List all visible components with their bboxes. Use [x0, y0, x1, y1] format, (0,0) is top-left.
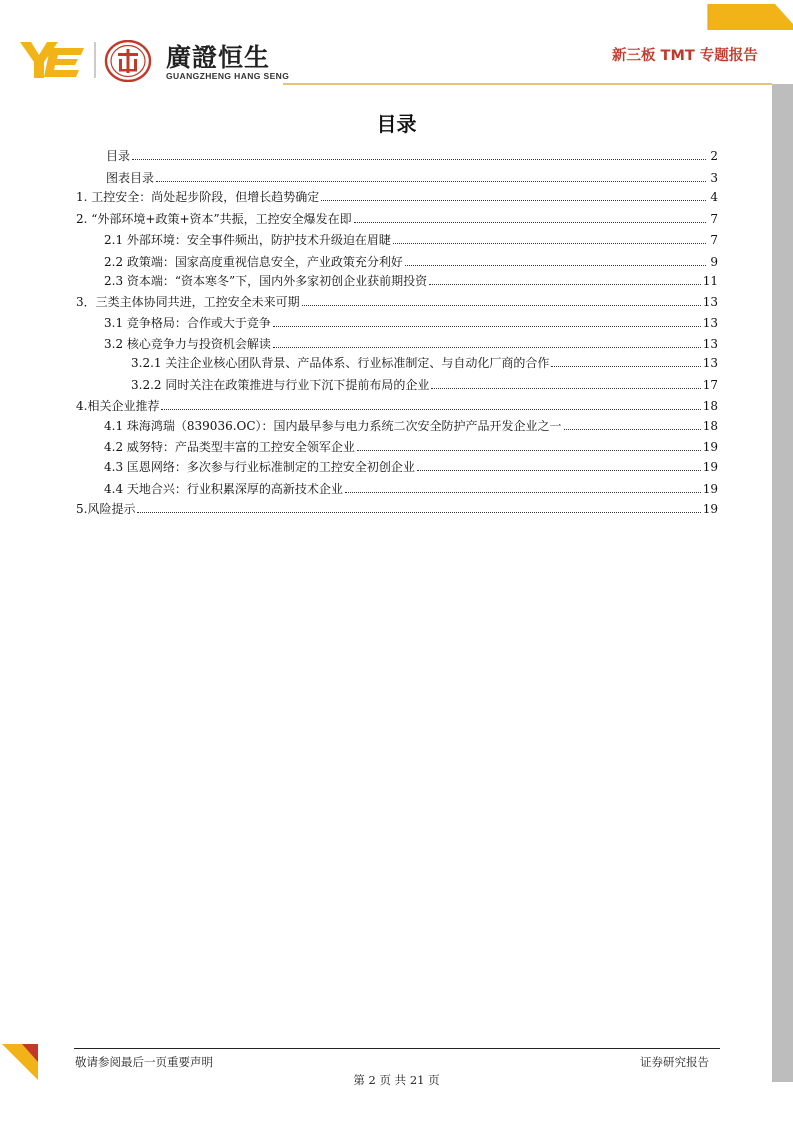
- brand-name-en: GUANGZHENG HANG SENG: [166, 71, 290, 81]
- toc-entry-page: 7: [710, 233, 718, 247]
- toc-entry[interactable]: [104, 418, 718, 434]
- toc-entry-page: 13: [702, 356, 718, 370]
- page-indicator: 第 2 页 共 21 页: [353, 1073, 440, 1087]
- toc-title: 目录: [376, 112, 417, 136]
- seal-logo-icon: [104, 40, 152, 82]
- toc-entry-label: 2. “外部环境+政策+资本”共振，工控安全爆发在即: [76, 212, 352, 226]
- toc-entry[interactable]: [76, 501, 718, 517]
- report-type: 新三板 TMT 专题报告: [612, 48, 758, 64]
- toc-entry-label: 目录: [106, 149, 131, 163]
- toc-entry[interactable]: [104, 315, 718, 331]
- toc-leader: [132, 159, 706, 160]
- toc-entry-label: 1. 工控安全：尚处起步阶段，但增长趋势确定: [76, 190, 320, 204]
- toc-entry-page: 7: [710, 212, 718, 226]
- toc-leader: [345, 492, 701, 493]
- toc-entry[interactable]: [131, 377, 718, 393]
- toc-entry[interactable]: [104, 273, 718, 289]
- toc-entry[interactable]: [104, 336, 718, 352]
- ye-logo-icon: [20, 42, 86, 78]
- toc-entry[interactable]: [76, 398, 718, 414]
- toc-entry[interactable]: [76, 294, 718, 310]
- toc-entry-page: 19: [702, 440, 718, 454]
- toc-entry-label: 4.相关企业推荐: [76, 399, 160, 413]
- toc-entry-label: 3．三类主体协同共进，工控安全未来可期: [76, 295, 300, 309]
- toc-leader: [354, 222, 706, 223]
- toc-entry[interactable]: [76, 189, 718, 205]
- toc-leader: [393, 243, 706, 244]
- toc-leader: [429, 284, 701, 285]
- toc-entry[interactable]: [104, 254, 718, 270]
- toc-leader: [156, 181, 706, 182]
- toc-entry-page: 18: [702, 419, 718, 433]
- toc-entry-label: 图表目录: [106, 171, 155, 185]
- toc-leader: [273, 347, 701, 348]
- toc-leader: [357, 450, 701, 451]
- footer-rule: [74, 1048, 720, 1049]
- toc-entry-page: 4: [710, 190, 718, 204]
- toc-entry-page: 19: [702, 482, 718, 496]
- toc-entry-label: 4.2 威努特：产品类型丰富的工控安全领军企业: [104, 440, 355, 454]
- toc-entry[interactable]: [76, 211, 718, 227]
- toc-entry-page: 19: [702, 460, 718, 474]
- side-bar: [772, 84, 793, 1082]
- toc-entry-page: 18: [702, 399, 718, 413]
- toc-entry[interactable]: [104, 481, 718, 497]
- toc-entry-page: 13: [702, 337, 718, 351]
- toc-entry-label: 4.3 匡恩网络：多次参与行业标准制定的工控安全初创企业: [104, 460, 415, 474]
- toc-entry-page: 13: [702, 295, 718, 309]
- toc-entry[interactable]: [104, 439, 718, 455]
- toc-leader: [564, 429, 701, 430]
- toc-leader: [405, 265, 706, 266]
- toc-entry[interactable]: [106, 148, 718, 164]
- toc-entry-page: 17: [702, 378, 718, 392]
- toc-entry-label: 3.2 核心竞争力与投资机会解读: [104, 337, 271, 351]
- toc-leader: [551, 366, 700, 367]
- toc-leader: [321, 200, 706, 201]
- toc-entry-label: 2.2 政策端：国家高度重视信息安全，产业政策充分利好: [104, 255, 403, 269]
- footer-disclaimer[interactable]: 敬请参阅最后一页重要声明: [75, 1055, 213, 1069]
- toc-entry-label: 3.2.1 关注企业核心团队背景、产品体系、行业标准制定、与自动化厂商的合作: [131, 356, 550, 370]
- toc-entry[interactable]: [131, 355, 718, 371]
- toc-entry-label: 3.2.2 同时关注在政策推进与行业下沉下提前布局的企业: [131, 378, 430, 392]
- toc-leader: [161, 409, 700, 410]
- toc-leader: [302, 305, 701, 306]
- toc-entry-page: 11: [702, 274, 718, 288]
- toc-entry-label: 2.1 外部环境：安全事件频出，防护技术升级迫在眉睫: [104, 233, 391, 247]
- toc-entry-page: 9: [710, 255, 718, 269]
- toc-entry-page: 19: [702, 502, 718, 516]
- toc-entry-page: 13: [702, 316, 718, 330]
- toc-entry-page: 3: [710, 171, 718, 185]
- toc-entry-label: 3.1 竞争格局：合作或大于竞争: [104, 316, 271, 330]
- toc-entry-label: 2.3 资本端：“资本寒冬”下，国内外多家初创企业获前期投资: [104, 274, 428, 288]
- toc-entry[interactable]: [104, 232, 718, 248]
- toc-entry[interactable]: [104, 459, 718, 475]
- toc-leader: [273, 326, 701, 327]
- toc-leader: [137, 512, 700, 513]
- toc-entry-page: 2: [710, 149, 718, 163]
- toc-entry-label: 5.风险提示: [76, 502, 136, 516]
- toc-entry-label: 4.4 天地合兴：行业积累深厚的高新技术企业: [104, 482, 343, 496]
- toc-entry[interactable]: [106, 170, 718, 186]
- toc-entry-label: 4.1 珠海鸿瑞（839036.OC）：国内最早参与电力系统二次安全防护产品开发企业之一: [104, 419, 562, 433]
- toc-leader: [431, 388, 700, 389]
- toc-leader: [417, 470, 701, 471]
- brand-name: 廣證恒生: [166, 43, 271, 72]
- footer-category: 证券研究报告: [640, 1055, 709, 1069]
